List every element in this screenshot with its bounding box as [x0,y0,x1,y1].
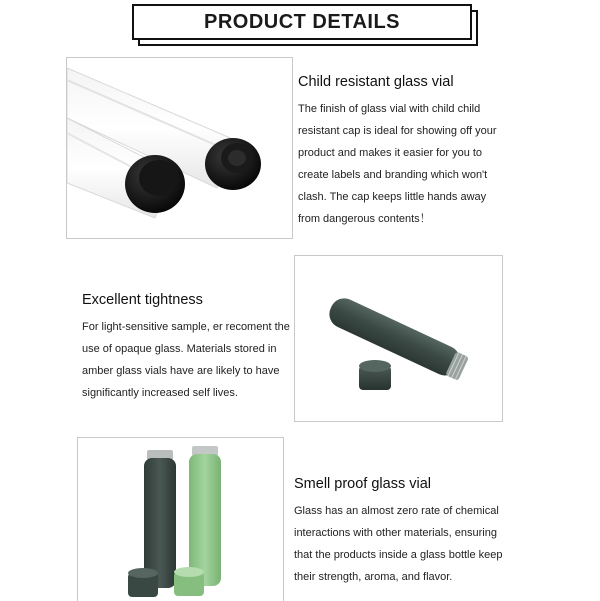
body-line: The finish of glass vial with child child [298,103,481,115]
body-line: significantly increased self lives. [82,387,238,399]
product-photo-clear-vials [66,57,293,239]
body-line: For light-sensitive sample, er recoment the [82,321,290,333]
section-smell-proof [294,476,594,588]
section-heading: Excellent tightness [82,292,203,308]
section-heading: Smell proof glass vial [294,476,431,492]
body-line: resistant cap is ideal for showing off your [298,125,497,137]
body-line: use of opaque glass. Materials stored in [82,343,277,355]
section-body [294,500,594,588]
body-line: their strength, aroma, and flavor. [294,571,453,583]
dark-vial-tube [325,294,470,383]
section-body [82,316,292,404]
body-line: product and makes it easier for you to [298,147,483,159]
header-banner [132,4,472,40]
light-green-cap [174,567,204,596]
page-title: PRODUCT DETAILS [203,10,400,33]
section-child-resistant [298,74,594,230]
body-line: Glass has an almost zero rate of chemical [294,505,499,517]
black-cap-front [125,155,185,213]
section-tightness [82,292,292,404]
body-line: create labels and branding which won't [298,169,488,181]
body-line: that the products inside a glass bottle keep [294,549,503,561]
dark-green-cap [128,568,158,597]
light-green-vial [189,446,221,586]
section-body [298,98,594,230]
section-heading: Child resistant glass vial [298,74,454,90]
product-photo-dark-vial [294,255,503,422]
dark-green-vial [144,450,176,588]
black-cap-back [205,138,261,190]
body-line: from dangerous contents！ [298,213,431,225]
product-photo-green-vials [77,437,284,601]
body-line: amber glass vials have are likely to have [82,365,280,377]
dark-vial-cap [359,360,391,390]
body-line: interactions with other materials, ensuring [294,527,497,539]
body-line: clash. The cap keeps little hands away [298,191,487,203]
